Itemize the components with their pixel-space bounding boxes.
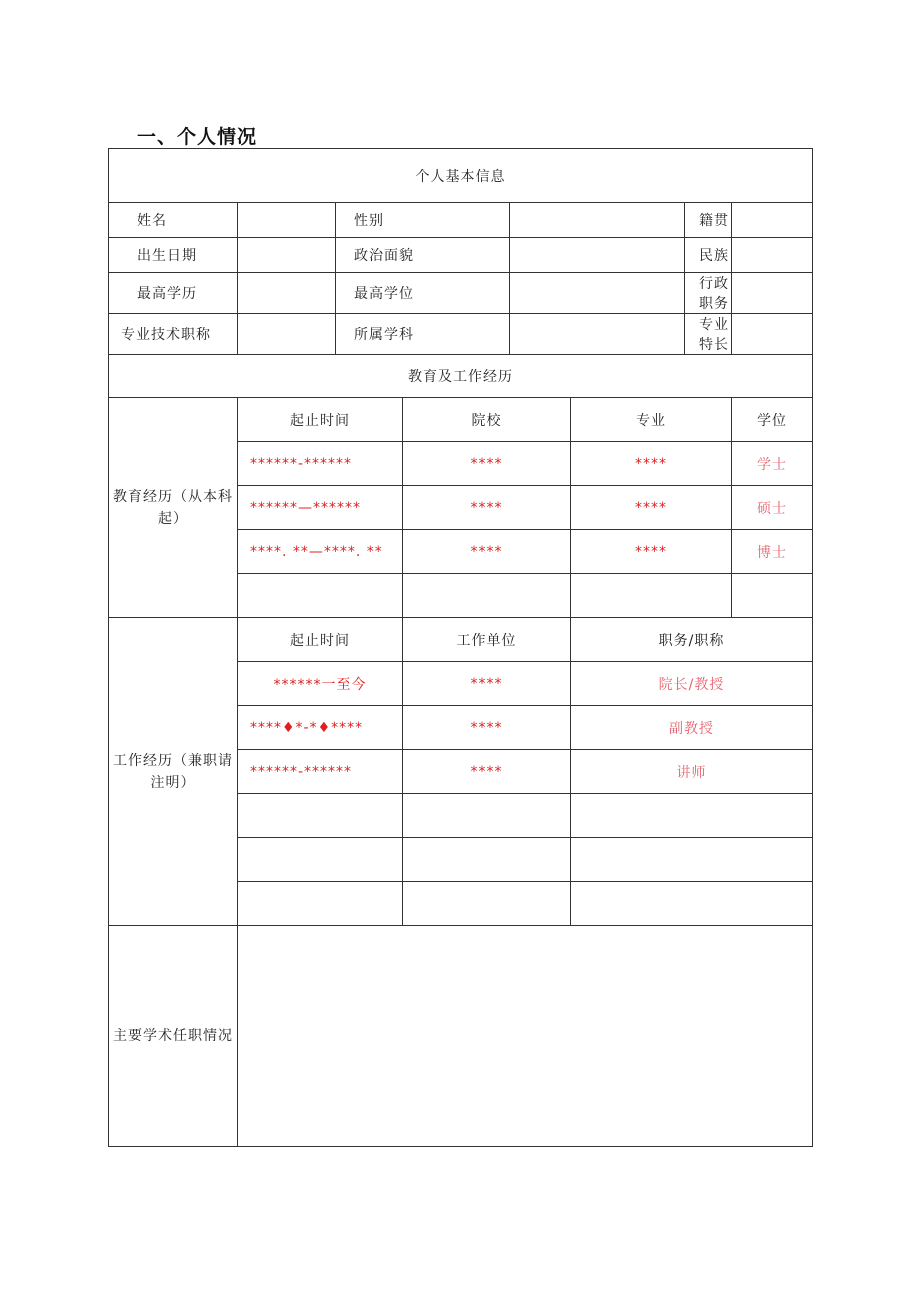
work-unit: **** bbox=[403, 750, 571, 794]
basic-row bbox=[109, 238, 813, 273]
work-time: ****♦*-*♦**** bbox=[238, 706, 403, 750]
basic-row bbox=[109, 203, 813, 238]
work-header-time: 起止时间 bbox=[238, 618, 403, 662]
work-unit: **** bbox=[403, 706, 571, 750]
field-value[interactable] bbox=[732, 203, 813, 238]
edu-school: **** bbox=[403, 486, 571, 530]
work-title: 副教授 bbox=[571, 706, 813, 750]
basic-row bbox=[109, 273, 813, 314]
work-unit-empty[interactable] bbox=[403, 882, 571, 926]
edu-header-time: 起止时间 bbox=[238, 398, 403, 442]
field-value[interactable] bbox=[732, 238, 813, 273]
work-title-empty[interactable] bbox=[571, 882, 813, 926]
experience-title: 教育及工作经历 bbox=[109, 355, 813, 398]
field-value[interactable] bbox=[510, 238, 685, 273]
field-label: 所属学科 bbox=[336, 314, 510, 355]
edu-school: **** bbox=[403, 442, 571, 486]
basic-row bbox=[109, 314, 813, 355]
field-value[interactable] bbox=[510, 314, 685, 355]
academic-label: 主要学术任职情况 bbox=[109, 926, 238, 1147]
field-value[interactable] bbox=[238, 238, 336, 273]
section-heading: 一、个人情况 bbox=[137, 126, 258, 148]
work-time-empty[interactable] bbox=[238, 838, 403, 882]
edu-degree: 博士 bbox=[732, 530, 813, 574]
field-value[interactable] bbox=[238, 203, 336, 238]
edu-major: **** bbox=[571, 486, 732, 530]
field-value[interactable] bbox=[510, 203, 685, 238]
work-time-empty[interactable] bbox=[238, 794, 403, 838]
edu-time: ******—****** bbox=[238, 486, 403, 530]
field-value[interactable] bbox=[732, 273, 813, 314]
field-value[interactable] bbox=[238, 273, 336, 314]
field-value[interactable] bbox=[732, 314, 813, 355]
field-label: 政治面貌 bbox=[336, 238, 510, 273]
edu-time: ******-****** bbox=[238, 442, 403, 486]
work-time: ******一至今 bbox=[238, 662, 403, 706]
edu-major: **** bbox=[571, 442, 732, 486]
field-value[interactable] bbox=[510, 273, 685, 314]
field-label: 性别 bbox=[336, 203, 510, 238]
edu-time-empty[interactable] bbox=[238, 574, 403, 618]
field-label: 专业技术职称 bbox=[109, 314, 238, 355]
work-unit-empty[interactable] bbox=[403, 794, 571, 838]
education-label: 教育经历（从本科起） bbox=[109, 398, 238, 618]
field-label: 姓名 bbox=[109, 203, 238, 238]
field-label: 民族 bbox=[685, 238, 732, 273]
edu-degree-empty[interactable] bbox=[732, 574, 813, 618]
work-time: ******-****** bbox=[238, 750, 403, 794]
work-time-empty[interactable] bbox=[238, 882, 403, 926]
field-label: 出生日期 bbox=[109, 238, 238, 273]
work-header-unit: 工作单位 bbox=[403, 618, 571, 662]
field-label: 专业特长 bbox=[685, 314, 732, 355]
work-title-empty[interactable] bbox=[571, 794, 813, 838]
work-title: 讲师 bbox=[571, 750, 813, 794]
work-label: 工作经历（兼职请注明） bbox=[109, 618, 238, 926]
work-title-empty[interactable] bbox=[571, 838, 813, 882]
edu-school-empty[interactable] bbox=[403, 574, 571, 618]
edu-degree: 硕士 bbox=[732, 486, 813, 530]
academic-content[interactable] bbox=[238, 926, 813, 1147]
work-header-title: 职务/职称 bbox=[571, 618, 813, 662]
field-label: 最高学历 bbox=[109, 273, 238, 314]
field-label: 籍贯 bbox=[685, 203, 732, 238]
edu-degree: 学士 bbox=[732, 442, 813, 486]
work-unit-empty[interactable] bbox=[403, 838, 571, 882]
edu-school: **** bbox=[403, 530, 571, 574]
work-title: 院长/教授 bbox=[571, 662, 813, 706]
edu-major: **** bbox=[571, 530, 732, 574]
edu-header-school: 院校 bbox=[403, 398, 571, 442]
edu-header-degree: 学位 bbox=[732, 398, 813, 442]
edu-header-major: 专业 bbox=[571, 398, 732, 442]
personal-info-form bbox=[108, 148, 813, 1147]
field-value[interactable] bbox=[238, 314, 336, 355]
field-label: 最高学位 bbox=[336, 273, 510, 314]
work-unit: **** bbox=[403, 662, 571, 706]
basic-info-title: 个人基本信息 bbox=[109, 149, 813, 203]
edu-time: ****. **—****. ** bbox=[238, 530, 403, 574]
field-label: 行政职务 bbox=[685, 273, 732, 314]
edu-major-empty[interactable] bbox=[571, 574, 732, 618]
